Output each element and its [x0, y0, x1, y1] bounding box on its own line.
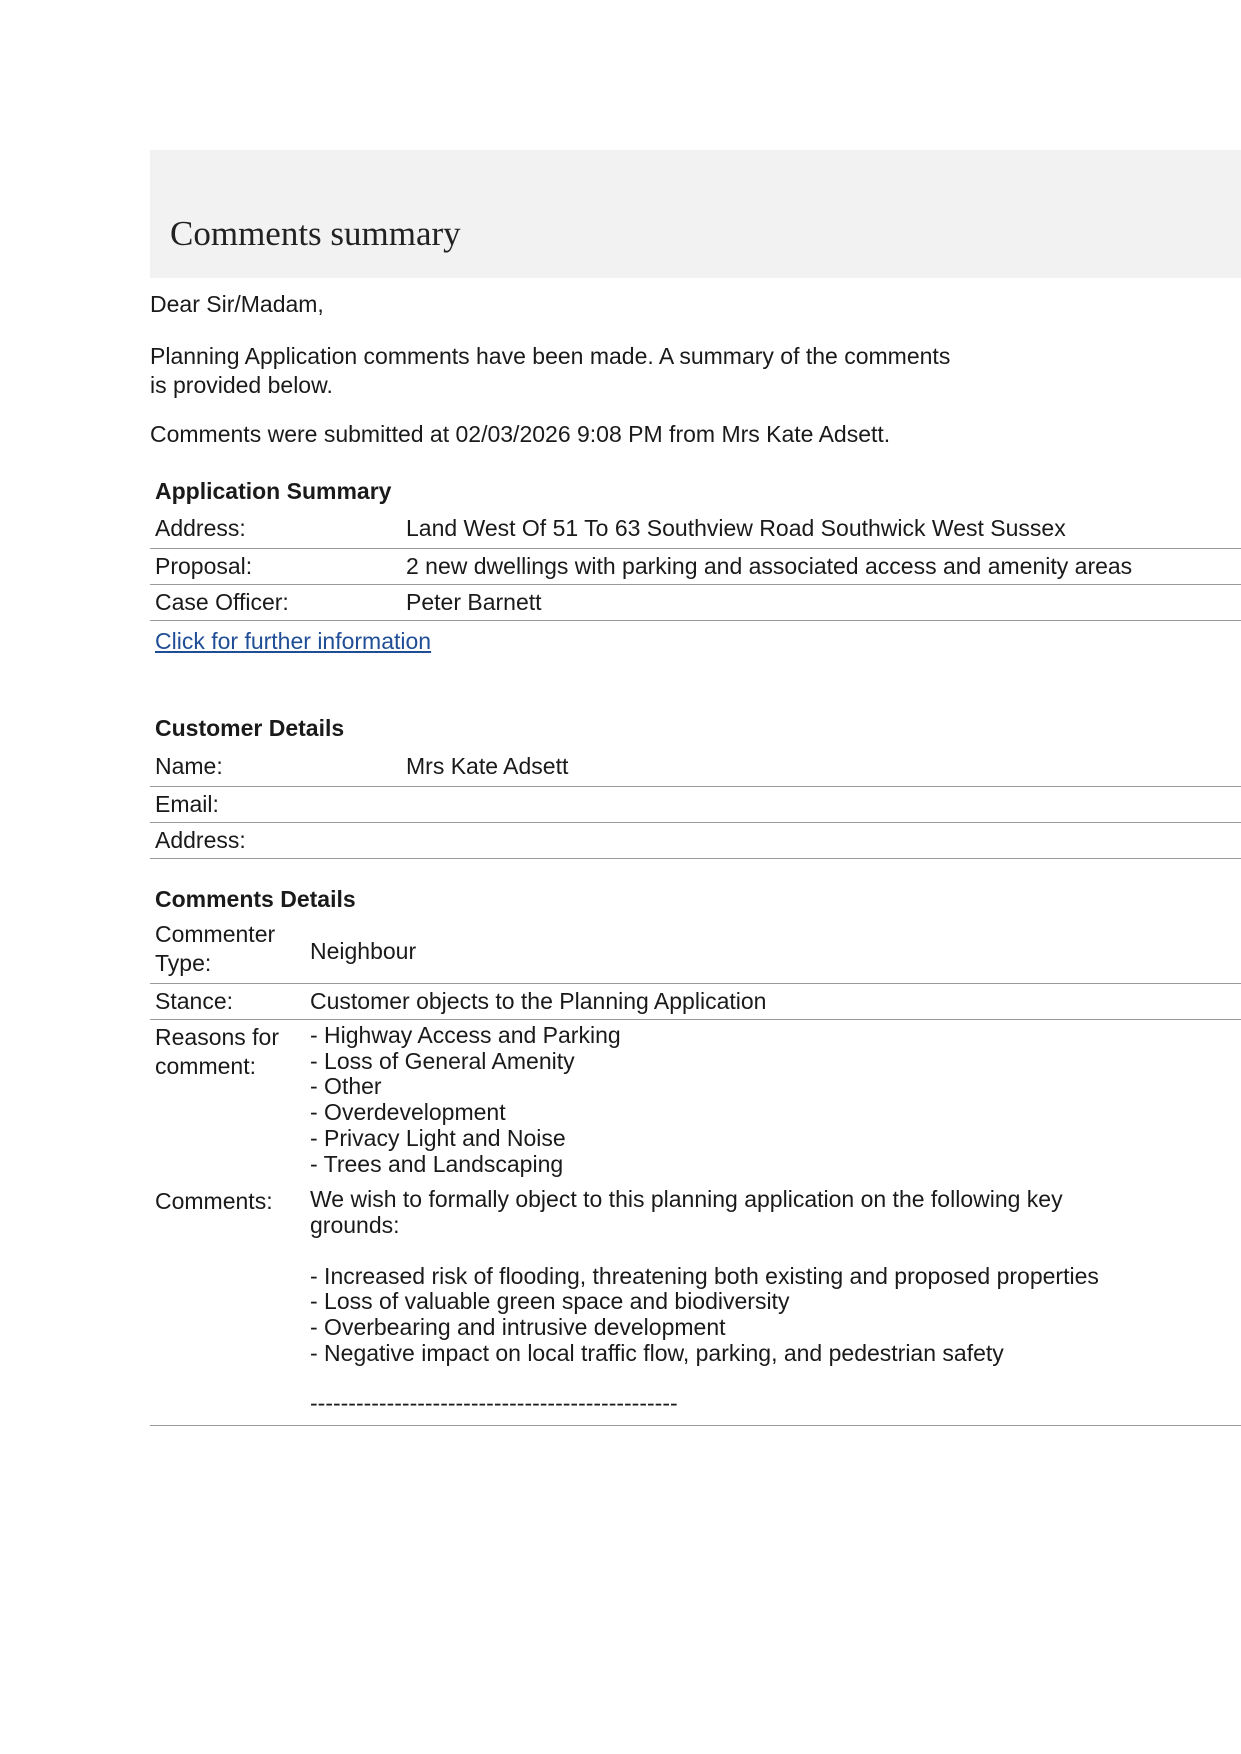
- name-value: Mrs Kate Adsett: [401, 750, 1241, 786]
- table-row: [150, 822, 1241, 858]
- table-row: [150, 512, 1241, 548]
- comments-intro: We wish to formally object to this planning application on the following key grounds:: [310, 1186, 1069, 1238]
- reasons-list: [305, 1020, 1241, 1178]
- comments-label: Comments:: [150, 1177, 305, 1425]
- case-officer-label: Case Officer:: [150, 584, 401, 620]
- proposal-label: Proposal:: [150, 548, 401, 584]
- commenter-type-value: Neighbour: [305, 920, 1241, 984]
- list-item: - Negative impact on local traffic flow, parking, and pedestrian safety: [310, 1339, 1004, 1366]
- table-row: [150, 548, 1241, 584]
- table-row: [150, 984, 1241, 1020]
- list-item: - Loss of valuable green space and biodiversity: [310, 1288, 790, 1315]
- list-item: - Increased risk of flooding, threatening both existing and proposed properties: [310, 1262, 1099, 1289]
- email-value: [401, 786, 1241, 822]
- table-row: [150, 750, 1241, 786]
- table-row: [150, 1177, 1241, 1425]
- submitted-line: Comments were submitted at 02/03/2026 9:08 PM from Mrs Kate Adsett.: [150, 421, 891, 447]
- further-information-link[interactable]: Click for further information: [155, 628, 432, 654]
- case-officer-value: Peter Barnett: [401, 584, 1241, 620]
- address-value: Land West Of 51 To 63 Southview Road Southwick West Sussex: [401, 512, 1241, 548]
- stance-label: Stance:: [150, 984, 305, 1020]
- stance-value: Customer objects to the Planning Application: [305, 984, 1241, 1020]
- list-item: - Privacy Light and Noise: [310, 1124, 566, 1151]
- list-item: - Overbearing and intrusive development: [310, 1314, 726, 1341]
- customer-details-table: [150, 750, 1241, 859]
- customer-address-value: [401, 822, 1241, 858]
- customer-details-heading: Customer Details: [155, 715, 345, 741]
- table-row: [150, 1020, 1241, 1178]
- comments-divider: ------------------------------------------------: [310, 1390, 678, 1417]
- proposal-value: 2 new dwellings with parking and associated access and amenity areas: [401, 548, 1241, 584]
- intro-message: Planning Application comments have been made. A summary of the comments is provided below.: [150, 343, 951, 398]
- email-label: Email:: [150, 786, 401, 822]
- list-item: - Loss of General Amenity: [310, 1047, 575, 1074]
- list-item: - Trees and Landscaping: [310, 1150, 564, 1177]
- comments-details-heading: Comments Details: [155, 886, 356, 912]
- table-row: [150, 786, 1241, 822]
- address-label: Address:: [150, 512, 401, 548]
- comments-body: [305, 1177, 1241, 1425]
- list-item: - Other: [310, 1073, 382, 1100]
- greeting: Dear Sir/Madam,: [150, 291, 324, 317]
- page-title: Comments summary: [170, 214, 461, 253]
- header-band: [150, 150, 1241, 278]
- table-row: [150, 584, 1241, 620]
- customer-address-label: Address:: [150, 822, 401, 858]
- commenter-type-label: Commenter Type:: [150, 920, 305, 984]
- list-item: - Highway Access and Parking: [310, 1022, 621, 1048]
- application-summary-table: [150, 512, 1241, 621]
- list-item: - Overdevelopment: [310, 1099, 506, 1126]
- reasons-label: Reasons for comment:: [155, 1024, 280, 1079]
- table-row: [150, 920, 1241, 984]
- application-summary-heading: Application Summary: [155, 478, 392, 504]
- name-label: Name:: [150, 750, 401, 786]
- comments-details-table: [150, 920, 1241, 1426]
